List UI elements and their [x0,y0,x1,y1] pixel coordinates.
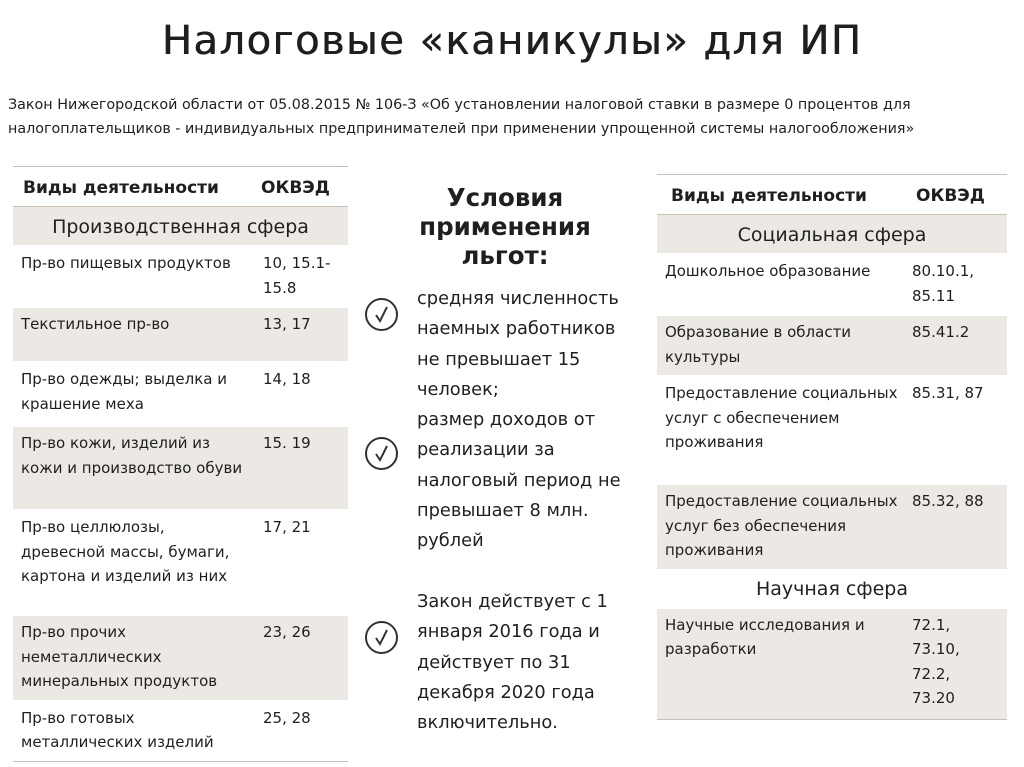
okved-cell: 15. 19 [253,426,348,510]
activity-cell: Пр-во кожи, изделий из кожи и производство обуви [13,426,253,510]
section-science: Научная сфера [755,577,909,600]
okved-cell: 23, 26 [253,615,348,701]
activity-cell: Пр-во одежды; выделка и крашение меха [13,362,253,426]
condition-item: размер доходов от реализации за налоговый период не превышает 8 млн. рублей [417,409,621,552]
column-header-okved: ОКВЭД [253,167,348,207]
okved-cell: 72.1, 73.10, 72.2, 73.20 [902,608,1007,720]
activity-cell: Образование в области культуры [657,315,902,376]
production-activities-table [13,166,348,762]
okved-cell: 14, 18 [253,362,348,426]
okved-cell: 25, 28 [253,701,348,762]
law-reference [8,93,1020,141]
okved-cell: 80.10.1, 85.11 [902,254,1007,315]
check-circle-icon [365,437,398,470]
page-title: Налоговые «каникулы» для ИП [161,18,863,64]
activity-cell: Пр-во прочих неметаллических минеральных продуктов [13,615,253,701]
section-production: Производственная сфера [13,207,348,247]
column-header-okved: ОКВЭД [902,175,1007,215]
activity-cell: Текстильное пр-во [13,307,253,362]
activity-cell: Научные исследования и разработки [657,608,902,720]
okved-cell: 85.31, 87 [902,376,1007,484]
law-line: Закон Нижегородской области от 05.08.2015 № 106-З «Об установлении налоговой ставки в размере 0 процентов для [8,97,911,113]
condition-item: средняя численность наемных работников не превышает 15 человек; [417,288,619,400]
activity-cell: Пр-во пищевых продуктов [13,246,253,307]
okved-cell: 13, 17 [253,307,348,362]
activity-cell: Пр-во готовых металлических изделий [13,701,253,762]
okved-cell: 85.32, 88 [902,484,1007,569]
activity-cell: Предоставление социальных услуг без обеспечения проживания [657,484,902,569]
activity-cell: Предоставление социальных услуг с обеспечением проживания [657,376,902,484]
okved-cell: 85.41.2 [902,315,1007,376]
conditions-title: Условия применения льгот: [419,183,591,270]
activity-cell: Дошкольное образование [657,254,902,315]
okved-cell: 17, 21 [253,510,348,615]
column-header-activity: Виды деятельности [13,167,253,207]
okved-cell: 10, 15.1-15.8 [253,246,348,307]
check-circle-icon [365,621,398,654]
condition-item: Закон действует с 1 января 2016 года и действует по 31 декабря 2020 года включительно. [417,591,608,734]
law-line: налогоплательщиков - индивидуальных предпринимателей при применении упрощенной системы налогообложения» [8,121,915,137]
column-header-activity: Виды деятельности [657,175,902,215]
section-social: Социальная сфера [657,215,1007,255]
check-circle-icon [365,298,398,331]
activity-cell: Пр-во целлюлозы, древесной массы, бумаги, картона и изделий из них [13,510,253,615]
social-science-activities-table [657,174,1007,720]
